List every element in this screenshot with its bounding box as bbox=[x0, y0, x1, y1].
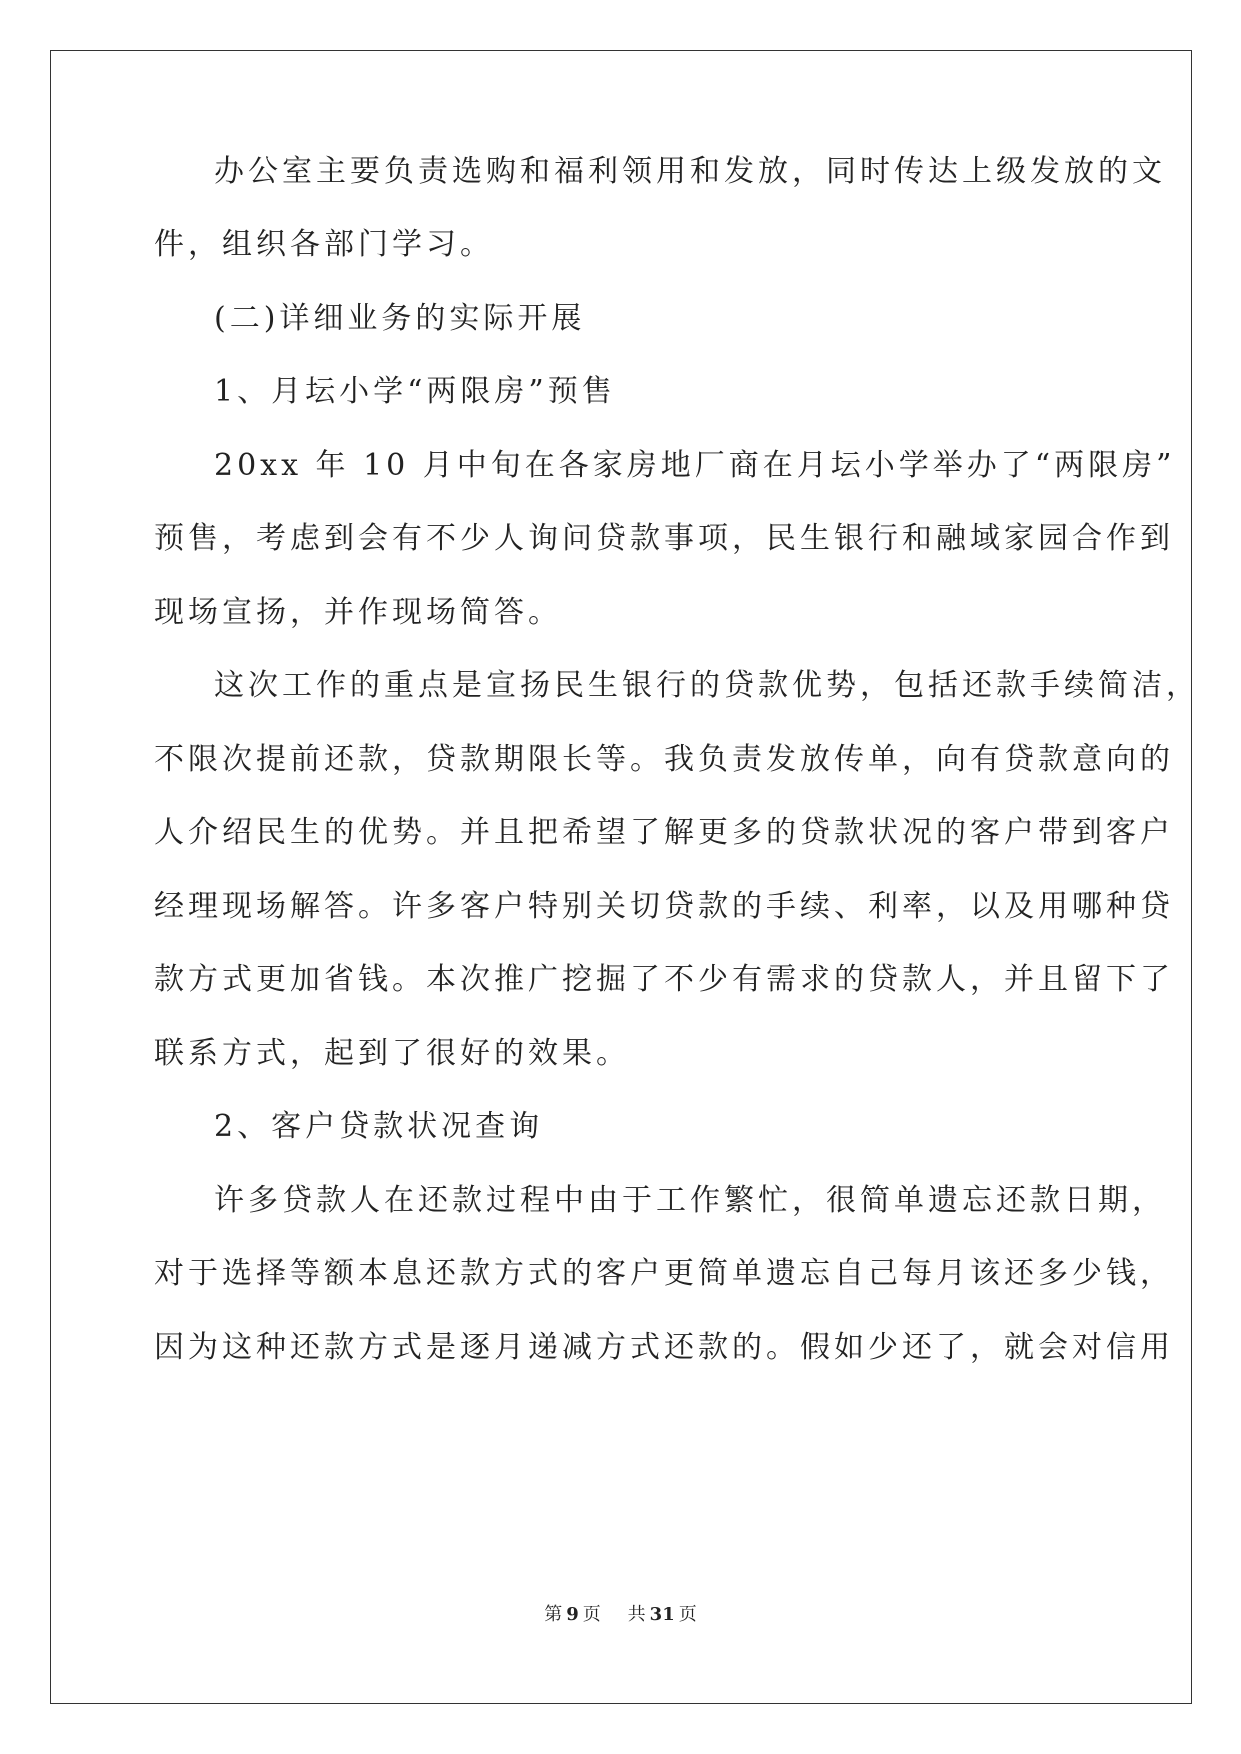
paragraph-line: 办公室主要负责选购和福利领用和发放，同时传达上级发放的文 bbox=[214, 154, 1166, 189]
paragraph-line: 对于选择等额本息还款方式的客户更简单遗忘自己每月该还多少钱， bbox=[154, 1256, 1174, 1291]
section-heading: (二)详细业务的实际开展 bbox=[214, 301, 586, 336]
paragraph-line: 联系方式，起到了很好的效果。 bbox=[154, 1036, 630, 1071]
paragraph-line: 件，组织各部门学习。 bbox=[154, 227, 494, 262]
page-footer bbox=[0, 1603, 1241, 1627]
paragraph-line: 款方式更加省钱。本次推广挖掘了不少有需求的贷款人，并且留下了 bbox=[154, 962, 1174, 997]
paragraph-line: 现场宣扬，并作现场简答。 bbox=[154, 595, 562, 630]
paragraph-line: 人介绍民生的优势。并且把希望了解更多的贷款状况的客户带到客户 bbox=[154, 815, 1174, 850]
subsection-heading: 2、客户贷款状况查询 bbox=[214, 1109, 544, 1144]
total-pages: 31 bbox=[649, 1604, 675, 1625]
paragraph-line: 预售，考虑到会有不少人询问贷款事项，民生银行和融域家园合作到 bbox=[154, 521, 1174, 556]
paragraph-line: 不限次提前还款，贷款期限长等。我负责发放传单，向有贷款意向的 bbox=[154, 742, 1174, 777]
total-prefix: 共 bbox=[627, 1604, 646, 1625]
page-number: 9 bbox=[566, 1604, 579, 1625]
page-prefix: 第 bbox=[544, 1604, 563, 1625]
paragraph-line: 经理现场解答。许多客户特别关切贷款的手续、利率，以及用哪种贷 bbox=[154, 889, 1174, 924]
paragraph-line: 20xx 年 10 月中旬在各家房地厂商在月坛小学举办了“两限房” bbox=[214, 448, 1176, 483]
paragraph-line: 许多贷款人在还款过程中由于工作繁忙，很简单遗忘还款日期， bbox=[214, 1183, 1166, 1218]
page-suffix: 页 bbox=[582, 1604, 601, 1625]
total-suffix: 页 bbox=[678, 1604, 697, 1625]
paragraph-line: 这次工作的重点是宣扬民生银行的贷款优势，包括还款手续简洁， bbox=[214, 668, 1200, 703]
subsection-heading: 1、月坛小学“两限房”预售 bbox=[214, 374, 616, 409]
paragraph-line: 因为这种还款方式是逐月递减方式还款的。假如少还了，就会对信用 bbox=[154, 1330, 1174, 1365]
